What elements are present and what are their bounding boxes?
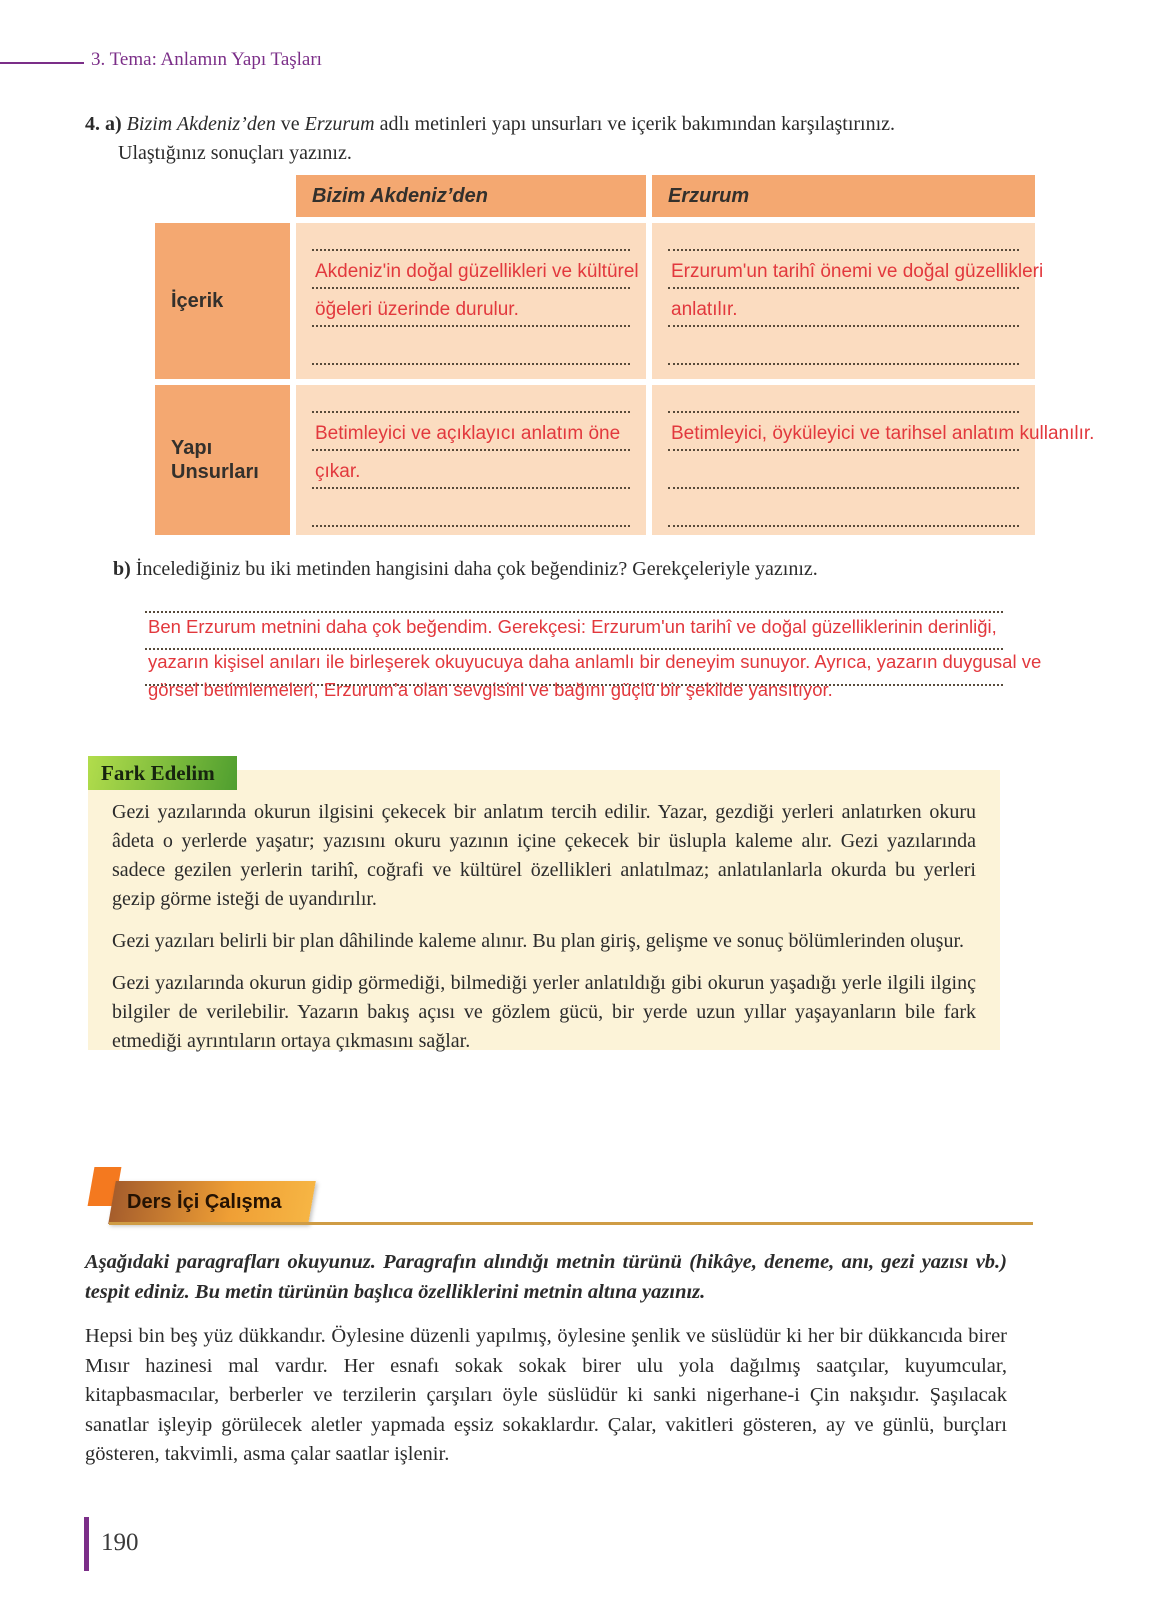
text-title-2: Erzurum	[304, 113, 375, 135]
fark-edelim-paragraph-2: Gezi yazıları belirli bir plan dâhilinde kaleme alınır. Bu plan giriş, gelişme ve sonuç bölümlerinden oluşur.	[112, 930, 965, 952]
answer-blank-line	[668, 525, 1019, 527]
question-rest-text: adlı metinleri yapı unsurları ve içerik bakımından karşılaştırınız.	[379, 113, 896, 135]
table-cell-yapi-akdeniz	[296, 385, 646, 535]
handwritten-answer: Betimleyici, öyküleyici ve tarihsel anlatım kullanılır.	[671, 423, 1095, 444]
table-header-col2: Erzurum	[652, 175, 1035, 217]
exercise-instructions: Aşağıdaki paragrafları okuyunuz. Paragrafın alındığı metnin türünü (hikâye, deneme, anı, gezi yazısı vb.) tespit ediniz. Bu metin türünün başlıca özelliklerini metnin altına yazınız.	[85, 1251, 1007, 1303]
handwritten-answer: Betimleyici ve açıklayıcı anlatım öne çıkar.	[315, 423, 621, 482]
exercise-excerpt-paragraph: Hepsi bin beş yüz dükkandır. Öylesine düzenli yapılmış, öylesine şenlik ve süslüdür ki her bir dükkancıda birer Mısır hazinesi mal vardır. Her esnafı sokak sokak birer ulu yola dağılmış saatçılar, kuyumcular, kitapbasmacılar, berberler ve terzilerin çarşıları öyle süslüdür ki sanki nigerhane-i Çin nakşıdır. Şaşılacak sanatlar işleyip görülecek aletler yapmada eşsiz sokaklardır. Çalar, vakitleri gösteren, ay ve günlü, burçları gösteren, takvimli, asma çalar saatlar işlenir.	[85, 1325, 1007, 1465]
table-header-empty-cell	[155, 175, 290, 217]
answer-blank-line	[668, 411, 1019, 413]
text-title-1: Bizim Akdeniz’den	[126, 113, 276, 135]
banner-underline	[109, 1222, 1033, 1225]
table-rowlabel-icerik: İçerik	[155, 223, 290, 379]
table-cell-yapi-erzurum	[652, 385, 1095, 535]
fark-edelim-box	[88, 760, 1000, 1052]
table-rowlabel-yapi-unsurlari: Yapı Unsurları	[155, 385, 290, 535]
handwritten-answer-line: yazarın kişisel anıları ile birleşerek okuyucuya daha anlamlı bir deneyim sunuyor. Ayrıca, yazarın duygusal ve	[148, 651, 1042, 672]
handwritten-answer-line: Ben Erzurum metnini daha çok beğendim. Gerekçesi: Erzurum'un tarihî ve doğal güzelliklerinin derinliği,	[148, 616, 997, 637]
question-number: 4.	[85, 113, 100, 135]
question-b-answer-area	[145, 603, 1042, 713]
banner-ribbon	[108, 1181, 316, 1224]
handwritten-answer-line: görsel betimlemeleri, Erzurum’a olan sevgisini ve bağını güçlü bir şekilde yansıtıyor.	[148, 679, 833, 700]
theme-header-rule	[0, 62, 84, 64]
question-4b	[113, 558, 1018, 581]
answer-blank-line	[312, 363, 630, 365]
page-number: 190	[101, 1529, 139, 1556]
answer-blank-line	[145, 611, 1003, 613]
banner-title: Ders İçi Çalışma	[127, 1191, 282, 1213]
ders-ici-calisma-banner	[88, 1166, 1035, 1226]
question-4a	[85, 110, 1003, 168]
answer-blank-line	[145, 648, 1003, 650]
question-line2: Ulaştığınız sonuçları yazınız.	[118, 142, 352, 164]
question-mid-text: ve	[280, 113, 300, 135]
answer-blank-line	[312, 411, 630, 413]
table-header-col1: Bizim Akdeniz’den	[296, 175, 646, 217]
comparison-table	[155, 175, 1095, 535]
question-letter-a: a)	[105, 113, 122, 135]
answer-blank-line	[312, 249, 630, 251]
answer-blank-line	[668, 487, 1019, 489]
question-b-text: İncelediğiniz bu iki metinden hangisini daha çok beğendiniz? Gerekçeleriyle yazınız.	[135, 558, 818, 580]
handwritten-answer: Akdeniz'in doğal güzellikleri ve kültürel öğeleri üzerinde durulur.	[315, 261, 639, 320]
answer-blank-line	[668, 363, 1019, 365]
table-cell-icerik-erzurum	[652, 223, 1044, 379]
handwritten-answer: Erzurum'un tarihî önemi ve doğal güzellikleri anlatılır.	[671, 261, 1044, 320]
table-cell-icerik-akdeniz	[296, 223, 646, 379]
fark-edelim-title: Fark Edelim	[88, 756, 237, 790]
answer-blank-line	[312, 525, 630, 527]
fark-edelim-paragraph-3: Gezi yazılarında okurun gidip görmediği, bilmediği yerler anlatıldığı gibi okurun yaşadığı yerle ilgili ilginç bilgiler de verilebilir. Yazarın bakış açısı ve gözlem gücü, bir yerde uzun yıllar yaşayanların bile fark etmediği ayrıntıların ortaya çıkmasını sağlar.	[112, 972, 976, 1052]
page-number-bar	[84, 1517, 89, 1571]
question-letter-b: b)	[113, 558, 131, 580]
fark-edelim-body	[88, 770, 1000, 1056]
theme-header-title: 3. Tema: Anlamın Yapı Taşları	[91, 49, 322, 70]
fark-edelim-paragraph-1: Gezi yazılarında okurun ilgisini çekecek bir anlatım tercih edilir. Yazar, gezdiği yerleri anlatırken okuru âdeta o yerlerde yaşatır; yazısını okuru yazının içine çekecek bir üslupla kaleme alır. Gezi yazılarında sadece gezilen yerlerin tarihî, coğrafi ve kültürel özellikleri anlatılmaz; anlatılanlarla okurda bu yerleri gezip görme isteği de uyandırılır.	[112, 801, 976, 910]
answer-blank-line	[668, 249, 1019, 251]
